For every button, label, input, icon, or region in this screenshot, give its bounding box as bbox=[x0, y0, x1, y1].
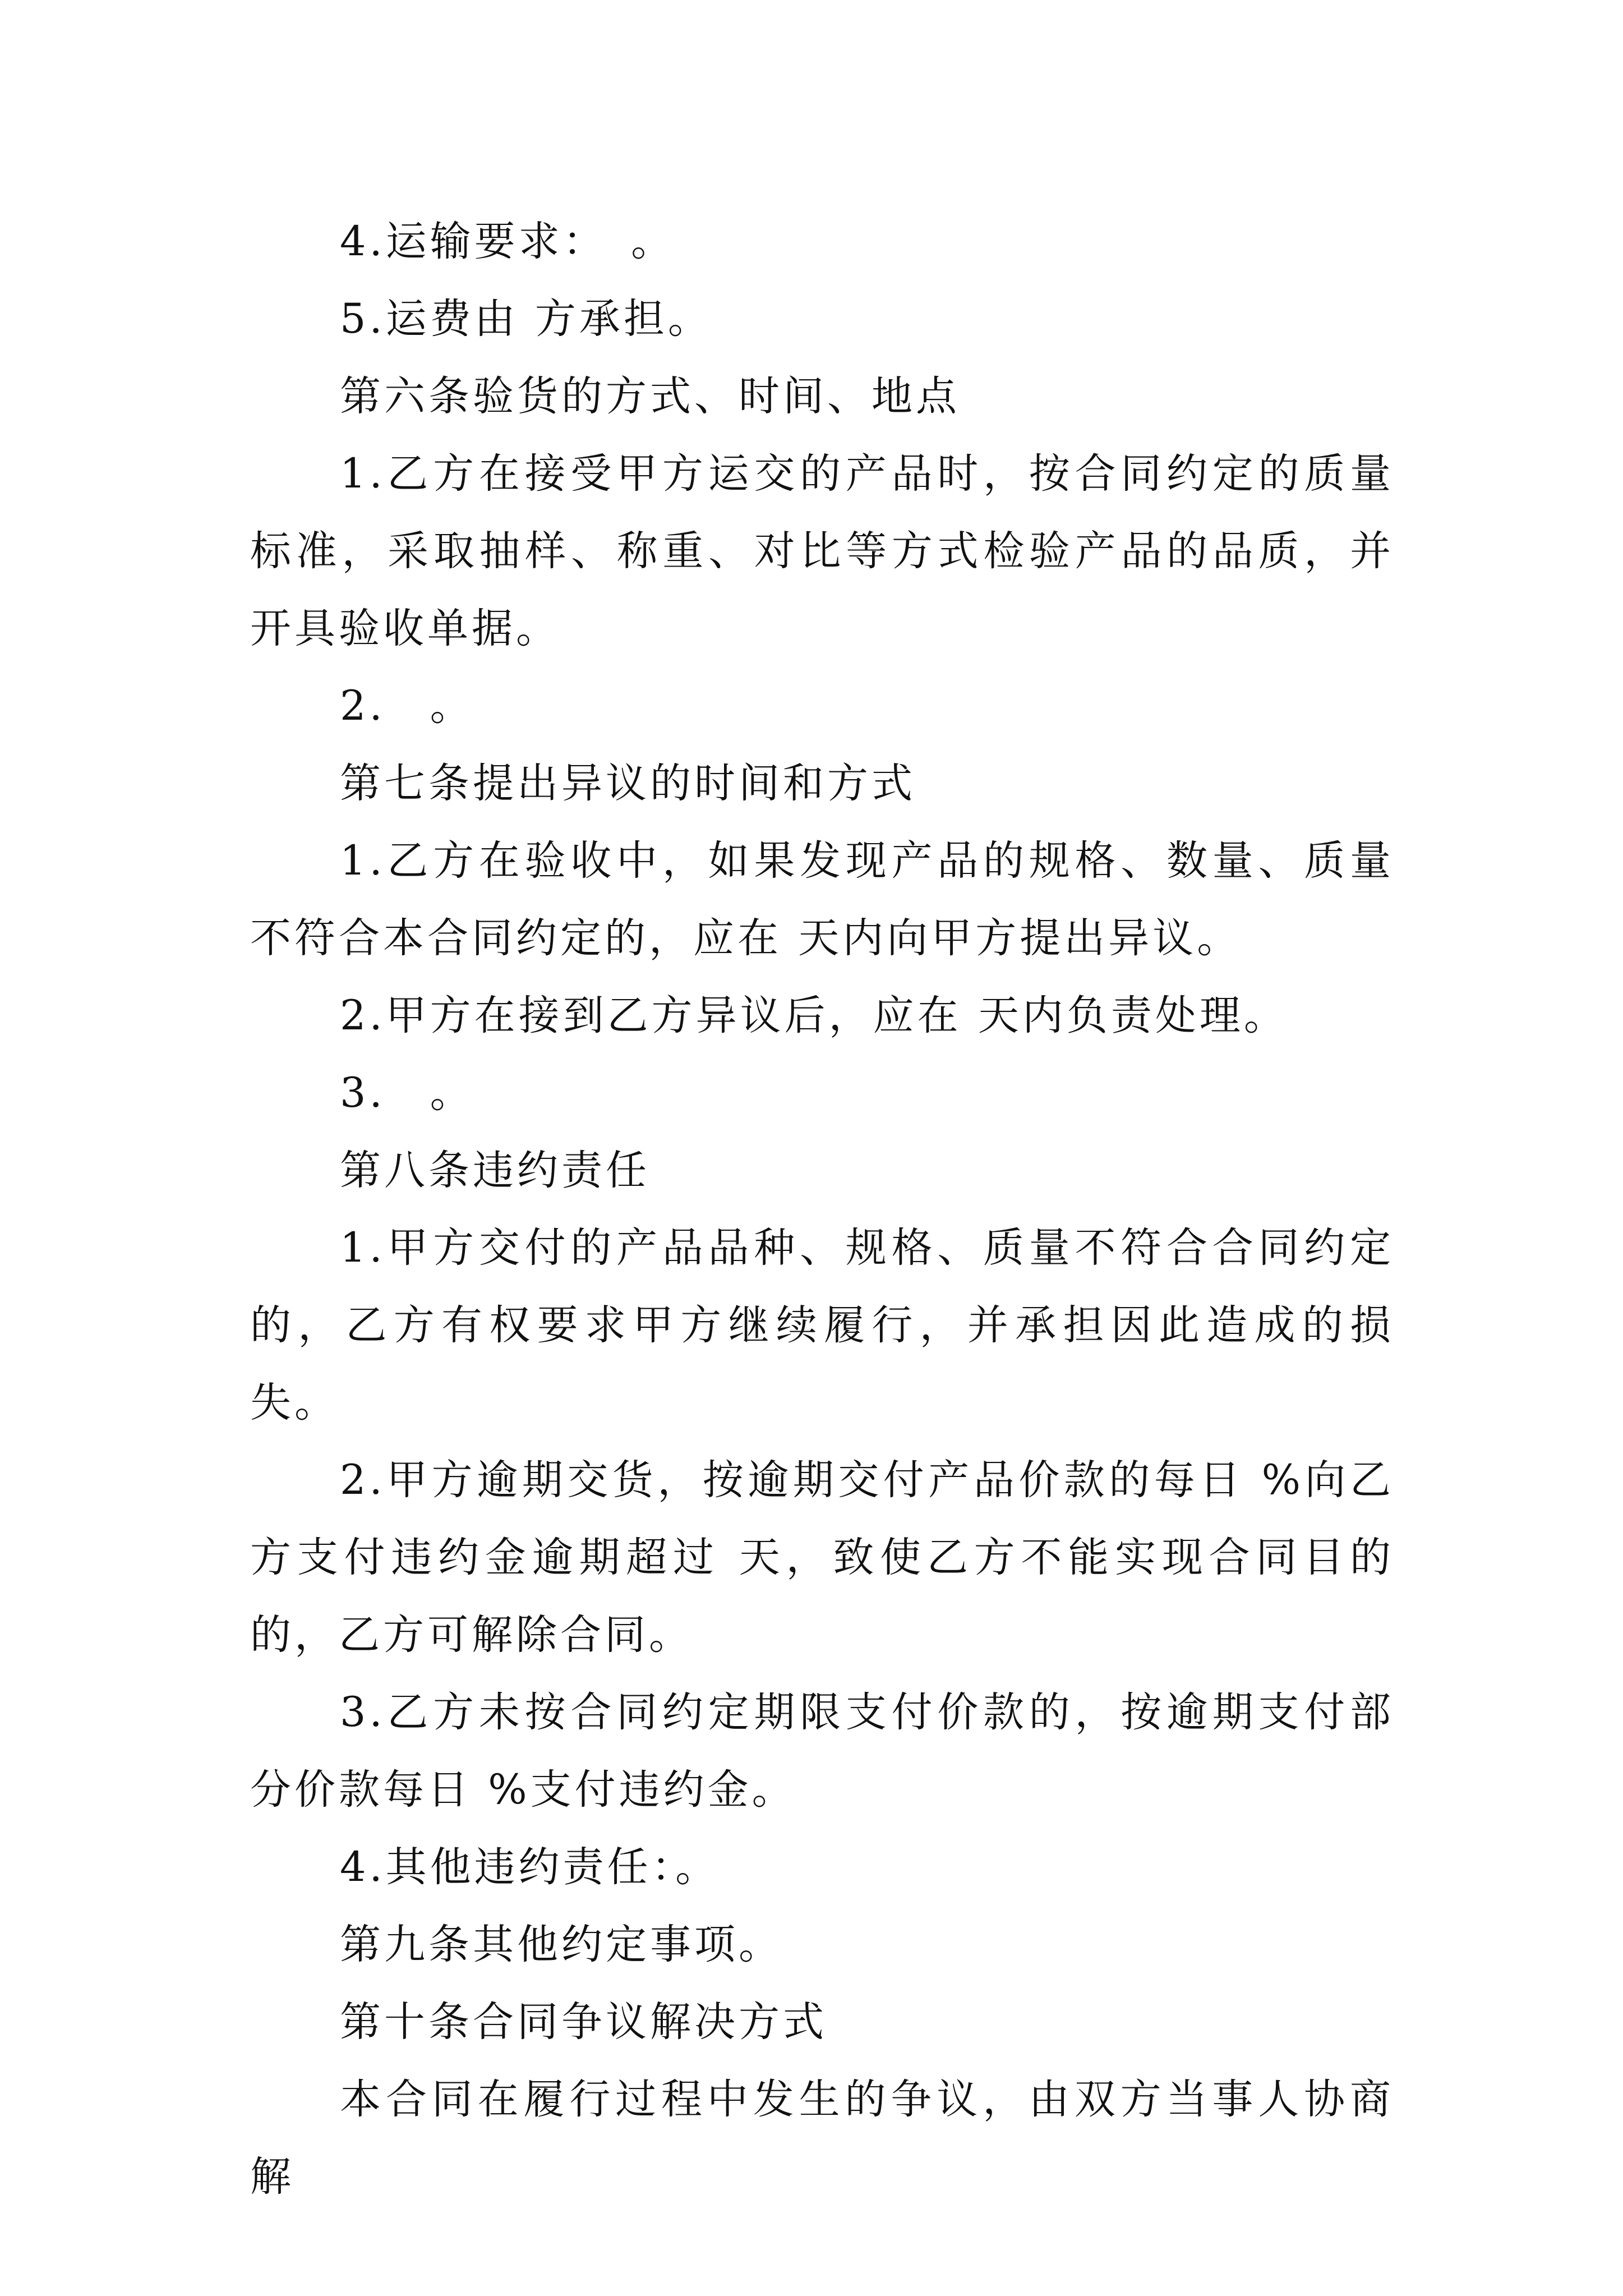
paragraph-freight-cost: 5.运费由 方承担。 bbox=[340, 295, 712, 343]
article-7-heading: 第七条提出异议的时间和方式 bbox=[340, 760, 916, 807]
document-body bbox=[250, 203, 1394, 2216]
paragraph-liability-2: 2.甲方逾期交货，按逾期交付产品价款的每日 %向乙方支付违约金逾期超过 天，致使乙方不能实现合同目的的，乙方可解除合同。 bbox=[250, 1456, 1394, 1659]
paragraph-objection-1: 1.乙方在验收中，如果发现产品的规格、数量、质量不符合本合同约定的，应在 天内向甲方提出异议。 bbox=[250, 837, 1394, 962]
paragraph-inspection-1: 1.乙方在接受甲方运交的产品时，按合同约定的质量标准，采取抽样、称重、对比等方式检验产品的品质，并开具验收单据。 bbox=[250, 450, 1394, 652]
paragraph-objection-2: 2.甲方在接到乙方异议后，应在 天内负责处理。 bbox=[340, 992, 1288, 1039]
paragraph-liability-3: 3.乙方未按合同约定期限支付价款的，按逾期支付部分价款每日 %支付违约金。 bbox=[250, 1688, 1394, 1814]
paragraph-transport-requirements: 4.运输要求： 。 bbox=[340, 218, 676, 265]
paragraph-liability-4: 4.其他违约责任：。 bbox=[340, 1843, 720, 1891]
paragraph-dispute-resolution: 本合同在履行过程中发生的争议，由双方当事人协商解 bbox=[250, 2076, 1394, 2201]
paragraph-inspection-2: 2. 。 bbox=[340, 682, 474, 730]
paragraph-liability-1: 1.甲方交付的产品品种、规格、质量不符合合同约定的，乙方有权要求甲方继续履行，并承担因此造成的损失。 bbox=[250, 1224, 1394, 1427]
paragraph-objection-3: 3. 。 bbox=[340, 1069, 474, 1117]
article-8-heading: 第八条违约责任 bbox=[340, 1147, 650, 1194]
article-10-heading: 第十条合同争议解决方式 bbox=[340, 1998, 827, 2046]
article-6-heading: 第六条验货的方式、时间、地点 bbox=[340, 372, 960, 420]
article-9-heading: 第九条其他约定事项。 bbox=[340, 1921, 783, 1968]
